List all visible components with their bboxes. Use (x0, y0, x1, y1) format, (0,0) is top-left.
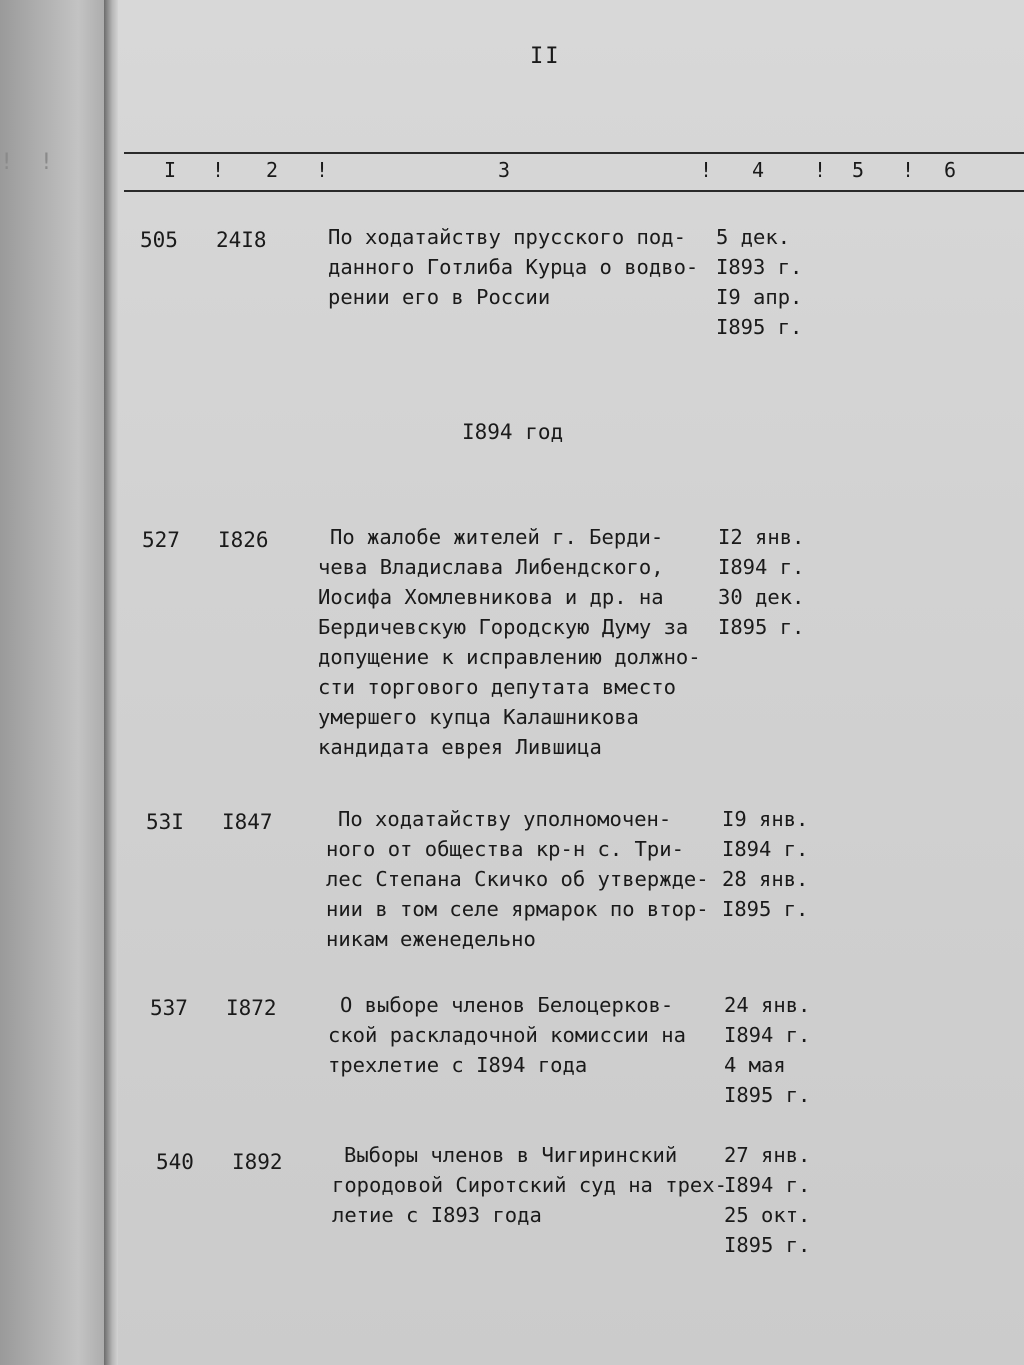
description-line: рении его в России (328, 285, 551, 309)
case-number: I892 (232, 1150, 283, 1174)
record-description (326, 804, 726, 954)
description-line: умершего купца Калашникова (318, 705, 639, 729)
date-line: I893 г. (716, 255, 803, 279)
header-rule-top (124, 152, 1024, 154)
page-number: II (530, 44, 561, 69)
record-description (328, 222, 728, 312)
year-heading: I894 год (462, 420, 564, 444)
description-line: Иосифа Хомлевникова и др. на (318, 585, 664, 609)
record-number: 505 (140, 228, 178, 252)
book-gutter (104, 0, 118, 1365)
column-header-3: 3 (498, 158, 511, 182)
column-separator: ! (212, 158, 225, 182)
column-separator: ! (902, 158, 915, 182)
date-line: I895 г. (724, 1083, 811, 1107)
column-separator: ! (316, 158, 329, 182)
column-header-5: 5 (852, 158, 865, 182)
case-number: I826 (218, 528, 269, 552)
case-number: I872 (226, 996, 277, 1020)
description-line: трехлетие с I894 года (328, 1053, 588, 1077)
date-line: I9 апр. (716, 285, 803, 309)
date-line: I895 г. (724, 1233, 811, 1257)
column-header-1: I (164, 158, 177, 182)
date-line: I895 г. (722, 897, 809, 921)
description-line: допущение к исправлению должно- (318, 645, 701, 669)
description-line: О выборе членов Белоцерков- (340, 993, 674, 1017)
description-line: городовой Сиротский суд на трех- (332, 1173, 727, 1197)
description-line: По ходатайству прусского под- (328, 225, 686, 249)
description-line: Бердичевскую Городскую Думу за (318, 615, 689, 639)
left-page-mark: ! ! (0, 150, 53, 175)
column-separator: ! (814, 158, 827, 182)
description-line: Выборы членов в Чигиринский (344, 1143, 678, 1167)
date-line: 25 окт. (724, 1203, 811, 1227)
date-line: I894 г. (718, 555, 805, 579)
case-number: I847 (222, 810, 273, 834)
record-dates (724, 1140, 834, 1260)
description-line: ного от общества кр-н с. Три- (326, 837, 684, 861)
date-line: 28 янв. (722, 867, 809, 891)
record-description (332, 1140, 732, 1230)
date-line: 27 янв. (724, 1143, 811, 1167)
description-line: лес Степана Скичко об утвержде- (326, 867, 709, 891)
column-header-6: 6 (944, 158, 957, 182)
date-line: 24 янв. (724, 993, 811, 1017)
record-dates (722, 804, 832, 924)
date-line: I894 г. (724, 1173, 811, 1197)
date-line: 5 дек. (716, 225, 791, 249)
document-page (118, 0, 1024, 1365)
description-line: нии в том селе ярмарок по втор- (326, 897, 709, 921)
record-dates (716, 222, 826, 342)
column-separator: ! (700, 158, 713, 182)
description-line: По жалобе жителей г. Берди- (330, 525, 664, 549)
record-number: 540 (156, 1150, 194, 1174)
description-line: ской раскладочной комиссии на (328, 1023, 686, 1047)
record-number: 527 (142, 528, 180, 552)
date-line: I9 янв. (722, 807, 809, 831)
case-number: 24I8 (216, 228, 267, 252)
record-dates (718, 522, 828, 642)
record-number: 53I (146, 810, 184, 834)
date-line: I894 г. (724, 1023, 811, 1047)
record-description (328, 990, 728, 1080)
date-line: 4 мая (724, 1053, 786, 1077)
date-line: I894 г. (722, 837, 809, 861)
column-header-2: 2 (266, 158, 279, 182)
record-description (318, 522, 718, 762)
description-line: никам еженедельно (326, 927, 536, 951)
record-number: 537 (150, 996, 188, 1020)
date-line: I895 г. (716, 315, 803, 339)
description-line: данного Готлиба Курца о водво- (328, 255, 699, 279)
header-rule-bottom (124, 190, 1024, 192)
description-line: летие с I893 года (332, 1203, 542, 1227)
date-line: I2 янв. (718, 525, 805, 549)
description-line: сти торгового депутата вместо (318, 675, 676, 699)
column-header-4: 4 (752, 158, 765, 182)
description-line: кандидата еврея Лившица (318, 735, 602, 759)
date-line: 30 дек. (718, 585, 805, 609)
description-line: чева Владислава Либендского, (318, 555, 664, 579)
description-line: По ходатайству уполномочен- (338, 807, 672, 831)
record-dates (724, 990, 834, 1110)
date-line: I895 г. (718, 615, 805, 639)
left-page-edge (0, 0, 112, 1365)
